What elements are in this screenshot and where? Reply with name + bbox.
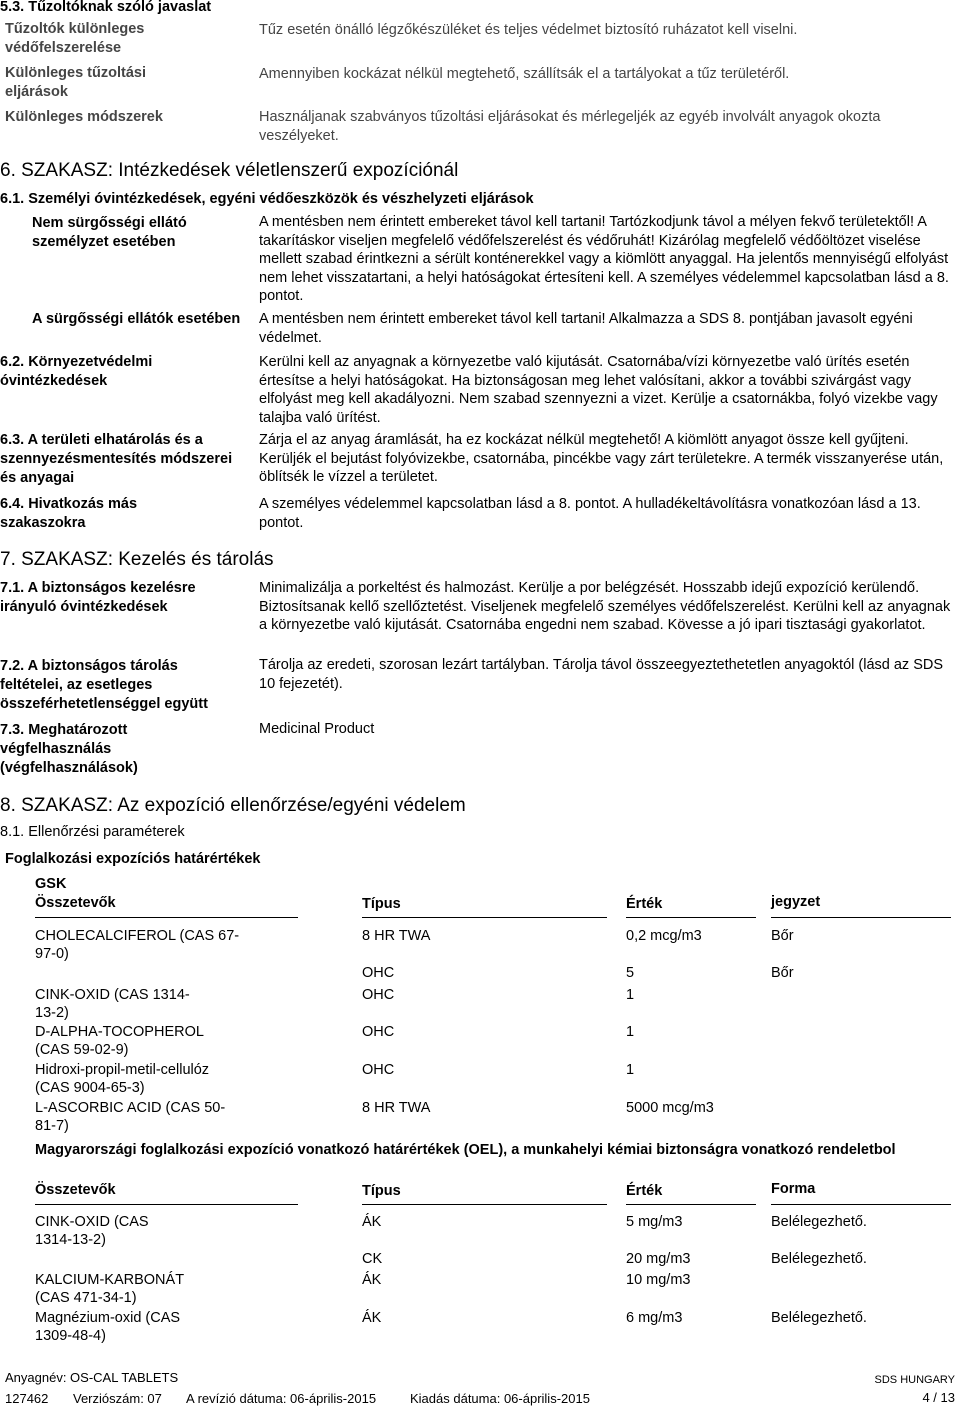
hu-value: 6 mg/m3 [626, 1310, 683, 1326]
footer-product-name: Anyagnév: OS-CAL TABLETS [5, 1370, 179, 1385]
footer-version: Verziószám: 07 [73, 1391, 162, 1406]
gsk-value: 1 [626, 1062, 635, 1078]
gsk-component: D-ALPHA-TOCOPHEROL (CAS 59-02-9) [35, 1024, 204, 1058]
hu-type: ÁK [362, 1214, 382, 1230]
gsk-value: 5 [626, 965, 635, 981]
text-7-3-end-use: Medicinal Product [259, 721, 375, 737]
text-6-4-references: A személyes védelemmel kapcsolatban lásd a 8. pontot. A hulladékeltávolításra vonatkozóan lásd a 13. pontot. [259, 496, 921, 531]
section-8-title: 8. SZAKASZ: Az expozíció ellenőrzése/egyéni védelem [0, 795, 466, 816]
hu-type: ÁK [362, 1272, 382, 1288]
footer-page-number: 4 / 13 [922, 1390, 955, 1405]
gsk-header-rule-note [771, 917, 951, 918]
hu-oel-label: Magyarországi foglalkozási expozíció vonatkozó határértékek (OEL), a munkahelyi kémiai biztonságra vonatkozó rendeletbol [35, 1142, 896, 1158]
hu-form: Belélegezhető. [771, 1214, 867, 1230]
section-6-title: 6. SZAKASZ: Intézkedések véletlenszerű expozíciónál [0, 160, 459, 181]
label-5-3-firefighting-procedures: Különleges tűzoltási eljárások [5, 65, 146, 100]
text-6-3-containment: Zárja el az anyag áramlását, ha ez kockázat nélkül megtehető! A kiömlött anyagot össze kell gyűjteni. Kerüljék el bejutást folyóvizekbe, csatornába, pincékbe vagy zárt területekre. A termék visszanyerése után, öblítsék le vízzel a területet. [259, 432, 944, 486]
hu-value: 20 mg/m3 [626, 1251, 691, 1267]
label-7-3-end-use: 7.3. Meghatározott végfelhasználás (végfelhasználások) [0, 722, 138, 776]
gsk-type: 8 HR TWA [362, 1100, 431, 1116]
gsk-type: OHC [362, 965, 395, 981]
gsk-component: CINK-OXID (CAS 1314-13-2) [35, 987, 190, 1021]
gsk-value: 5000 mcg/m3 [626, 1100, 714, 1116]
gsk-note: Bőr [771, 928, 794, 944]
footer-revision-date: A revízió dátuma: 06-április-2015 [186, 1391, 377, 1406]
label-5-3-special-methods: Különleges módszerek [5, 109, 163, 125]
gsk-type: 8 HR TWA [362, 928, 431, 944]
hu-header-rule-form [771, 1204, 951, 1205]
text-7-1-safe-handling: Minimalizálja a porkeltést és halmozást. Kerülje a por belégzését. Hosszabb idejű expozíció kerülendő. Biztosítsanak kellő szellőztetést. Viseljenek megfelelő személyes védőfelszerelést. Kerülni kell az anyagnak a környezetbe való kijutását. Csatornába engedni nem szabad. Kövesse a jó ipari tisztasági gyakorlatot. [259, 580, 951, 634]
gsk-value: 0,2 mcg/m3 [626, 928, 702, 944]
text-5-3-protective-equipment: Tűz esetén önálló légzőkészüléket és teljes védelmet biztosító ruházatot kell viselni. [259, 22, 798, 38]
gsk-component: L-ASCORBIC ACID (CAS 50-81-7) [35, 1100, 226, 1134]
section-7-title: 7. SZAKASZ: Kezelés és tárolás [0, 549, 274, 570]
gsk-header-note: jegyzet [771, 894, 821, 910]
label-5-3-protective-equipment: Tűzoltók különleges védőfelszerelése [5, 21, 145, 56]
hu-type: ÁK [362, 1310, 382, 1326]
label-7-2-safe-storage: 7.2. A biztonságos tárolás feltételei, az esetleges összeférhetetlenséggel együtt [0, 658, 208, 712]
hu-header-form: Forma [771, 1181, 816, 1197]
hu-header-rule-type [362, 1204, 607, 1205]
hu-value: 10 mg/m3 [626, 1272, 691, 1288]
label-6-2-environmental: 6.2. Környezetvédelmi óvintézkedések [0, 354, 153, 389]
hu-component: KALCIUM-KARBONÁT (CAS 471-34-1) [35, 1272, 184, 1306]
section-6-1-title: 6.1. Személyi óvintézkedések, egyéni védőeszközök és vészhelyzeti eljárások [0, 191, 534, 207]
footer-issue-date: Kiadás dátuma: 06-április-2015 [410, 1391, 590, 1406]
gsk-header-rule-value [626, 917, 756, 918]
hu-header-type: Típus [362, 1183, 401, 1199]
label-6-1-emergency-responders: A sürgősségi ellátók esetében [32, 311, 241, 327]
gsk-header-type: Típus [362, 896, 401, 912]
label-6-4-references: 6.4. Hivatkozás más szakaszokra [0, 496, 138, 531]
label-7-1-safe-handling: 7.1. A biztonságos kezelésre irányuló óvintézkedések [0, 580, 196, 615]
section-5-3-title: 5.3. Tűzoltóknak szóló javaslat [0, 0, 212, 15]
footer-id: 127462 [5, 1391, 49, 1406]
label-6-1-non-emergency: Nem sürgősségi ellátó személyzet esetében [32, 215, 187, 250]
gsk-value: 1 [626, 987, 635, 1003]
gsk-type: OHC [362, 1062, 395, 1078]
text-7-2-safe-storage: Tárolja az eredeti, szorosan lezárt tartályban. Tárolja távol összeegyeztethetetlen anyagoktól (lásd az SDS 10 fejezetét). [259, 657, 944, 692]
gsk-component: CHOLECALCIFEROL (CAS 67-97-0) [35, 928, 240, 962]
hu-type: CK [362, 1251, 383, 1267]
gsk-header-value: Érték [626, 896, 663, 912]
hu-component: Magnézium-oxid (CAS 1309-48-4) [35, 1310, 181, 1344]
label-6-3-containment: 6.3. A területi elhatárolás és a szennyezésmentesítés módszerei és anyagai [0, 432, 233, 486]
gsk-header-rule-type [362, 917, 607, 918]
gsk-type: OHC [362, 1024, 395, 1040]
hu-value: 5 mg/m3 [626, 1214, 683, 1230]
text-5-3-special-methods: Használjanak szabványos tűzoltási eljárásokat és mérlegeljék az egyéb involvált anyagok okozta veszélyeket. [259, 109, 881, 144]
gsk-value: 1 [626, 1024, 635, 1040]
gsk-label: GSK [35, 876, 67, 892]
section-8-1-title: 8.1. Ellenőrzési paraméterek [0, 824, 185, 840]
text-5-3-firefighting-procedures: Amennyiben kockázat nélkül megtehető, szállítsák el a tartályokat a tűz területéről. [259, 66, 790, 82]
hu-form: Belélegezhető. [771, 1310, 867, 1326]
gsk-header-rule-component [35, 917, 298, 918]
hu-component: CINK-OXID (CAS 1314-13-2) [35, 1214, 149, 1248]
hu-form: Belélegezhető. [771, 1251, 867, 1267]
gsk-note: Bőr [771, 965, 794, 981]
occupational-limits-title: Foglalkozási expozíciós határértékek [5, 851, 261, 867]
text-6-1-non-emergency: A mentésben nem érintett embereket távol kell tartani! Tartózkodjunk távol a mélyen fekvő területektől! A takarításkor viseljen megfelelő védőfelszerelést és védőruhát! Kizárólag megfelelő védőöltözet viselése mellett szabad érintkezni a sérült konténerekkel vagy a kiömlött anyaggal. Ha jelentős mennyiségű elfolyást nem lehet visszatartani, a helyi hatóságokat értesíteni kell. A személyes védelemmel kapcsolatban lásd a 8. pontot. [259, 214, 949, 305]
gsk-component: Hidroxi-propil-metil-cellulóz (CAS 9004-65-3) [35, 1062, 210, 1096]
hu-header-value: Érték [626, 1183, 663, 1199]
gsk-header-component: Összetevők [35, 895, 116, 911]
text-6-1-emergency-responders: A mentésben nem érintett embereket távol kell tartani! Alkalmazza a SDS 8. pontjában javasolt egyéni védelmet. [259, 311, 913, 346]
text-6-2-environmental: Kerülni kell az anyagnak a környezetbe való kijutását. Csatornába/vízi környezetbe való ürítés esetén értesítse a helyi hatóságokat. Ha biztonságosan meg lehet valósítani, akkor a további szivárgást vagy elfolyást meg kell akadályozni. Nem szabad szennyezni a vizet. Kerülje a csatornákba, folyó vizekbe vagy talajba való ürítést. [259, 354, 938, 426]
gsk-type: OHC [362, 987, 395, 1003]
hu-header-rule-component [35, 1204, 298, 1205]
hu-header-component: Összetevők [35, 1182, 116, 1198]
footer-sds-label: SDS HUNGARY [874, 1374, 955, 1386]
hu-header-rule-value [626, 1204, 756, 1205]
